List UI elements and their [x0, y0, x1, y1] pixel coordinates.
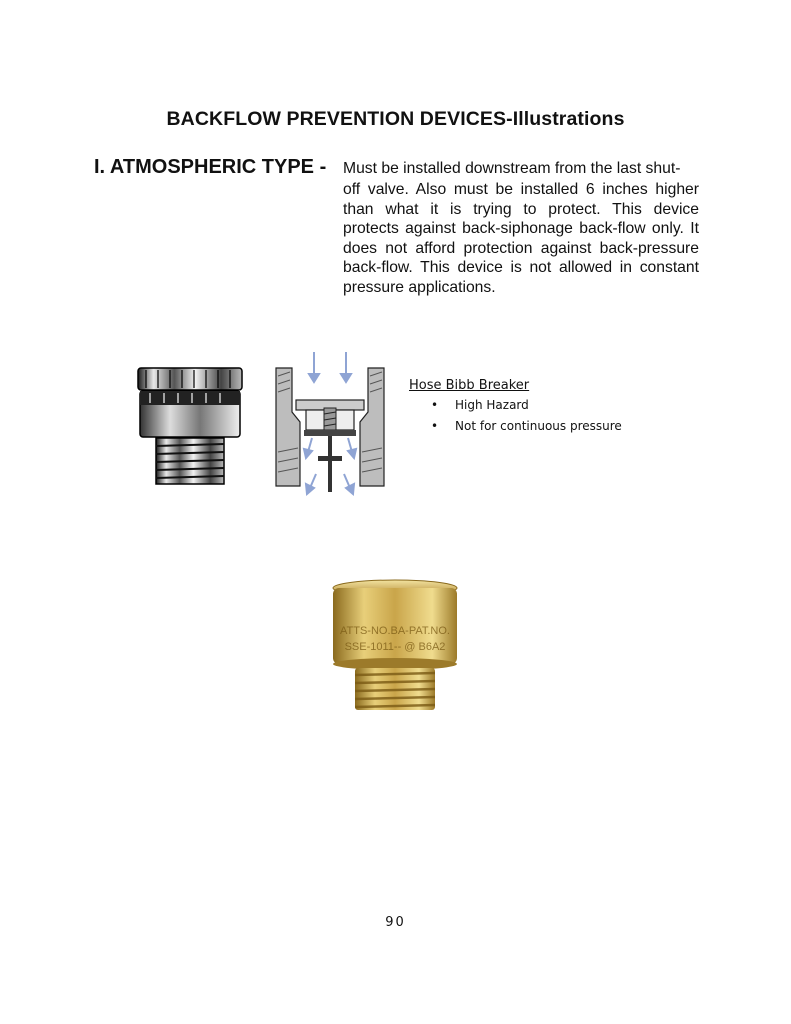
chrome-hose-bibb-breaker-image [136, 366, 246, 486]
section-description: off valve. Also must be installed 6 inches higher than what it is trying to protect. This device protects against back-siphonage back-flow only. It does not afford protection against back-pressure back-flow. This device is not allowed in constant pressure applications. [343, 181, 699, 296]
section-heading: I. ATMOSPHERIC TYPE - [94, 156, 327, 178]
feature-item: • Not for continuous pressure [431, 419, 622, 433]
page-number: 90 [385, 915, 406, 930]
section-description-first-line: Must be installed downstream from the last shut- [343, 160, 681, 177]
brass-marking-line-2: SSE-1011-- @ B6A2 [344, 641, 446, 653]
brass-marking-line-1: ATTS-NO.BA-PAT.NO. [339, 625, 451, 637]
brass-hose-bibb-breaker-image [330, 578, 460, 712]
feature-item: • High Hazard [431, 398, 529, 412]
device-feature-list [409, 398, 622, 433]
device-name: Hose Bibb Breaker [409, 378, 530, 393]
page-title: BACKFLOW PREVENTION DEVICES-Illustrations [166, 108, 625, 130]
device-caption [409, 378, 622, 440]
hose-bibb-breaker-cutaway-diagram [270, 352, 390, 500]
